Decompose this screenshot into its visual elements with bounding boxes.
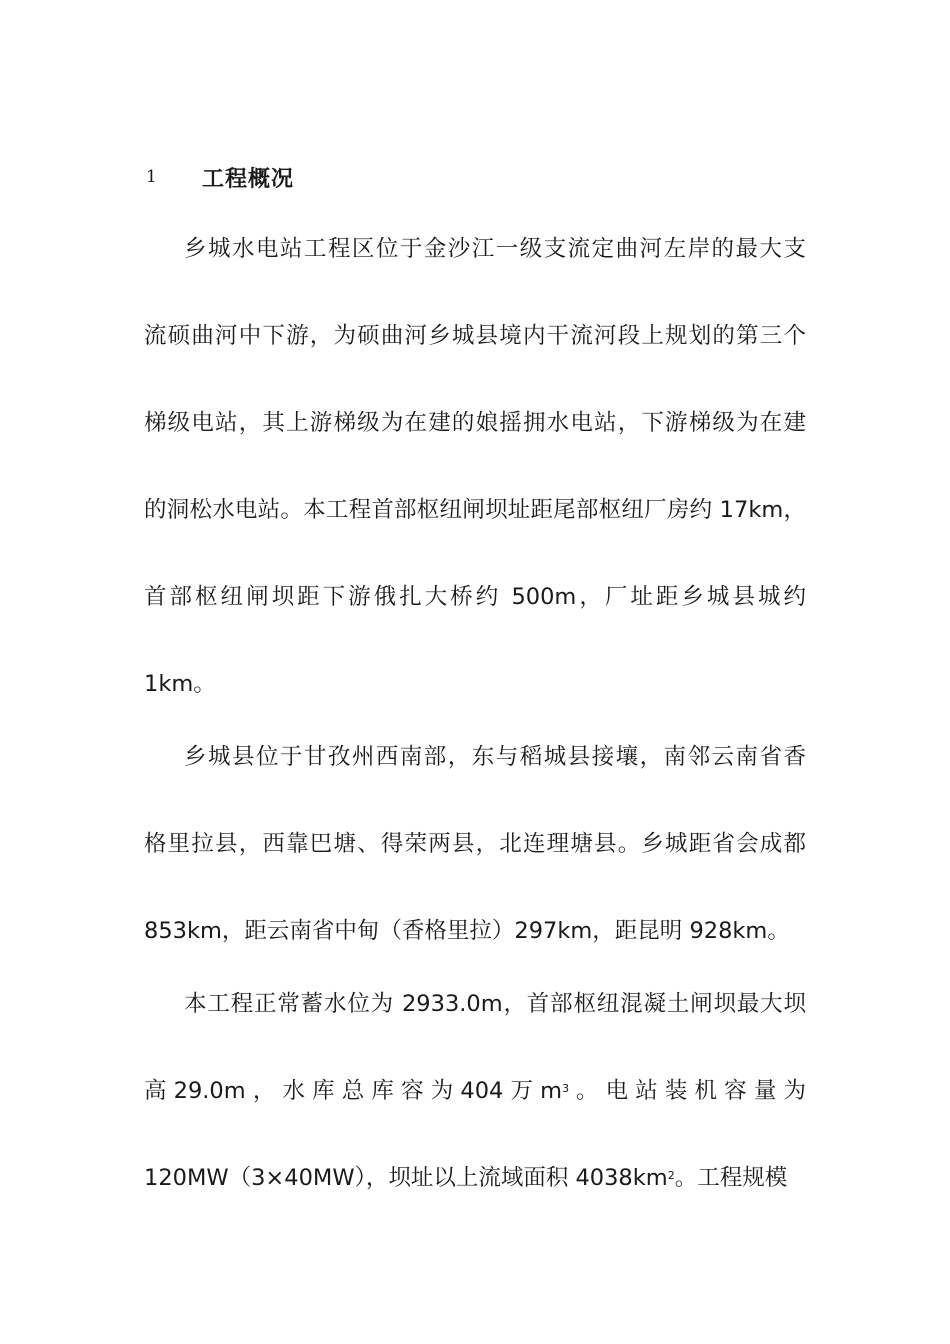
paragraph-3-line-2-part-b: 。 电 站 装 机 容 量 为 <box>575 1078 806 1104</box>
paragraph-1-line-4: 的洞松水电站。本工程首部枢纽闸坝址距尾部枢纽厂房约 17km， <box>144 497 806 523</box>
superscript-square: 2 <box>667 1169 675 1182</box>
section-heading <box>146 160 294 194</box>
paragraph-1-line-2: 流硕曲河中下游，为硕曲河乡城县境内干流河段上规划的第三个 <box>144 323 806 349</box>
paragraph-3-line-2-part-a: 高 29.0m ， 水 库 总 库 容 为 404 万 $m^3$ <box>144 1078 570 1104</box>
paragraph-1-line-3: 梯级电站，其上游梯级为在建的娘摇拥水电站，下游梯级为在建 <box>144 410 806 436</box>
paragraph-3-line-2 <box>144 1074 806 1108</box>
paragraph-2-line-1: 乡城县位于甘孜州西南部，东与稻城县接壤，南邻云南省香 <box>184 744 806 770</box>
superscript-cubic: 3 <box>562 1082 570 1095</box>
paragraph-2-line-2: 格里拉县，西靠巴塘、得荣两县，北连理塘县。乡城距省会成都 <box>144 831 806 857</box>
paragraph-1-line-5: 首部枢纽闸坝距下游俄扎大桥约 500m，厂址距乡城县城约 <box>144 584 806 610</box>
section-number: 1 <box>146 167 157 187</box>
section-title: 工程概况 <box>202 166 295 192</box>
paragraph-2-line-3: 853km，距云南省中甸（香格里拉）297km，距昆明 928km。 <box>144 918 790 944</box>
paragraph-3-line-3: 120MW（3×40MW），坝址以上流域面积 $4038km^2$。工程规模 <box>144 1165 788 1191</box>
paragraph-1-line-1: 乡城水电站工程区位于金沙江一级支流定曲河左岸的最大支 <box>184 236 806 262</box>
paragraph-3-line-1: 本工程正常蓄水位为 2933.0m，首部枢纽混凝土闸坝最大坝 <box>184 991 806 1017</box>
paragraph-1-line-6: 1km。 <box>144 671 216 697</box>
